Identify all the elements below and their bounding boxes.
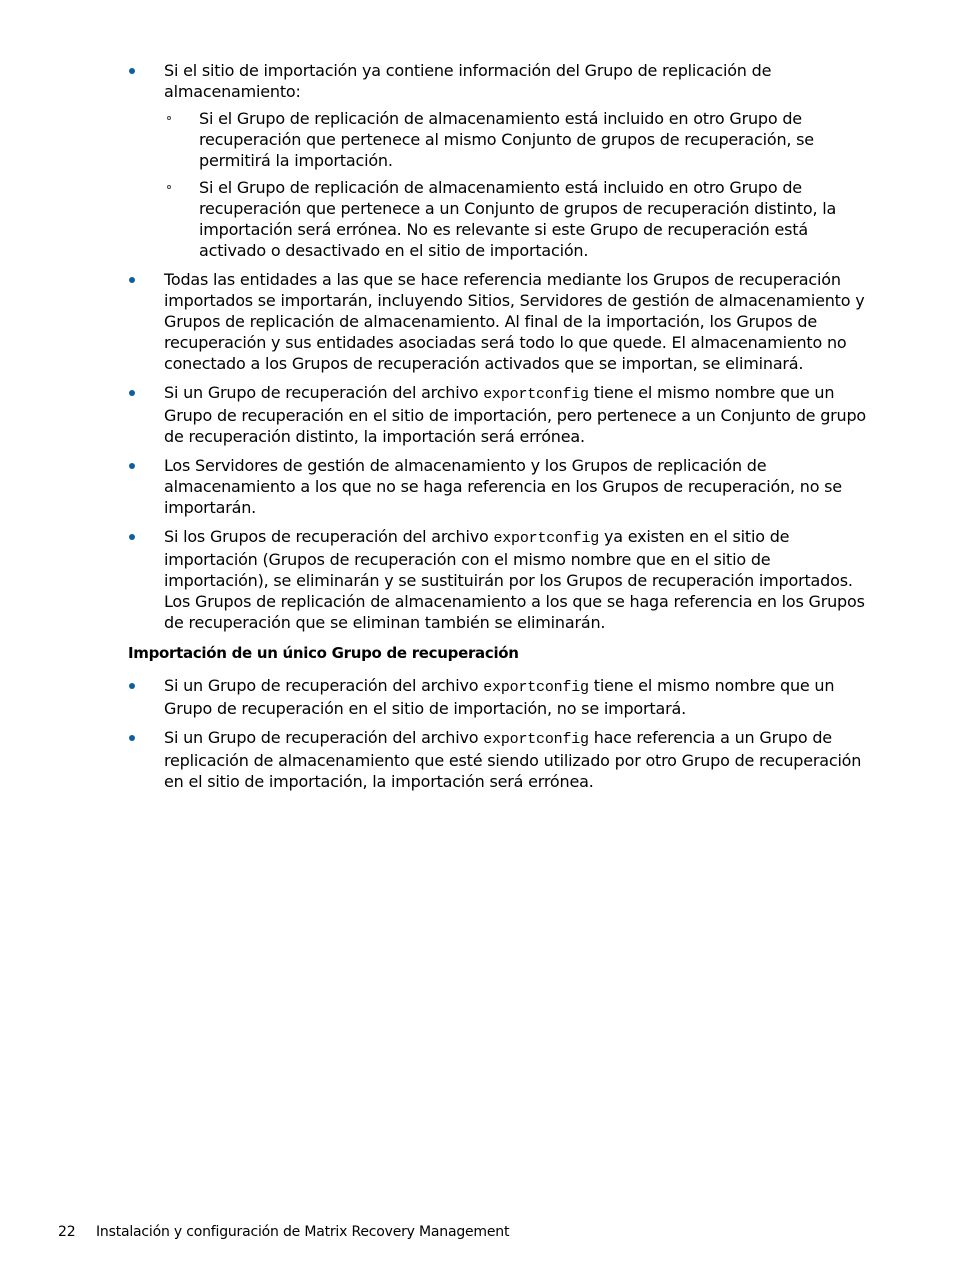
code-filename: exportconfig <box>493 530 600 547</box>
bullet-icon <box>129 277 135 283</box>
list-item-text: Todas las entidades a las que se hace referencia mediante los Grupos de recuperación importados se importarán, incluyendo Sitios, Servidores de gestión de almacenamiento y Grupos de replicación de almacenamiento. Al final de la importación, los Grupos de recuperación y sus entidades asociadas será todo lo que quede. El almacenamiento no conectado a los Grupos de recuperación activados que se importan, se eliminará. <box>164 270 865 373</box>
sub-bullet-icon <box>167 116 171 120</box>
list-item-text <box>164 383 866 446</box>
list-item-text: Si el sitio de importación ya contiene información del Grupo de replicación de almacenamiento: <box>164 61 772 101</box>
page-number: 22 <box>58 1224 76 1240</box>
sub-list-item <box>164 177 870 261</box>
text-segment: Si un Grupo de recuperación del archivo <box>164 728 484 747</box>
sub-list-item <box>164 108 870 171</box>
text-segment: tiene el mismo nombre que un Grupo de recuperación en el sitio de importación, no se importará. <box>164 676 835 718</box>
bullet-list <box>128 60 870 633</box>
bullet-icon <box>129 683 135 689</box>
bullet-icon <box>129 68 135 74</box>
list-item <box>128 727 870 792</box>
footer-title: Instalación y configuración de Matrix Recovery Management <box>96 1224 510 1240</box>
sub-bullet-icon <box>167 185 171 189</box>
list-item <box>128 455 870 518</box>
code-filename: exportconfig <box>483 731 589 748</box>
list-item <box>128 526 870 633</box>
section-heading: Importación de un único Grupo de recuperación <box>128 644 519 662</box>
text-segment: Si los Grupos de recuperación del archivo <box>164 527 494 546</box>
list-item-text <box>164 728 861 791</box>
text-segment: Si un Grupo de recuperación del archivo <box>164 383 484 402</box>
text-segment: tiene el mismo nombre que un Grupo de recuperación en el sitio de importación, pero pertenece a un Conjunto de grupo de recuperación distinto, la importación será errónea. <box>164 383 867 446</box>
code-filename: exportconfig <box>483 679 589 696</box>
list-item-text <box>164 527 865 632</box>
list-item <box>128 60 870 261</box>
bullet-list <box>128 675 870 792</box>
code-filename: exportconfig <box>483 386 589 403</box>
bullet-icon <box>129 735 135 741</box>
sub-list-item-text: Si el Grupo de replicación de almacenamiento está incluido en otro Grupo de recuperación que pertenece al mismo Conjunto de grupos de recuperación, se permitirá la importación. <box>199 109 814 170</box>
list-item <box>128 269 870 374</box>
bullet-icon <box>129 390 135 396</box>
list-item <box>128 382 870 447</box>
sub-list <box>164 108 870 261</box>
list-item-text <box>164 676 834 718</box>
sub-list-item-text: Si el Grupo de replicación de almacenamiento está incluido en otro Grupo de recuperación que pertenece a un Conjunto de grupos de recuperación distinto, la importación será errónea. No es relevante si este Grupo de recuperación está activado o desactivado en el sitio de importación. <box>199 178 837 260</box>
list-item <box>128 675 870 719</box>
text-segment: hace referencia a un Grupo de replicación de almacenamiento que esté siendo utilizado por otro Grupo de recuperación en el sitio de importación, la importación será errónea. <box>164 728 862 791</box>
text-segment: ya existen en el sitio de importación (Grupos de recuperación con el mismo nombre que en el sitio de importación), se eliminarán y se sustituirán por los Grupos de recuperación importados. Los Grupos de replicación de almacenamiento a los que se haga referencia en los Grupos de recuperación que se eliminan también se eliminarán. <box>164 527 865 632</box>
page-content <box>128 60 870 800</box>
page-footer <box>58 1222 509 1242</box>
bullet-icon <box>129 463 135 469</box>
bullet-icon <box>129 534 135 540</box>
text-segment: Si un Grupo de recuperación del archivo <box>164 676 484 695</box>
list-item-text: Los Servidores de gestión de almacenamiento y los Grupos de replicación de almacenamiento a los que no se haga referencia en los Grupos de recuperación, no se importarán. <box>164 456 842 517</box>
